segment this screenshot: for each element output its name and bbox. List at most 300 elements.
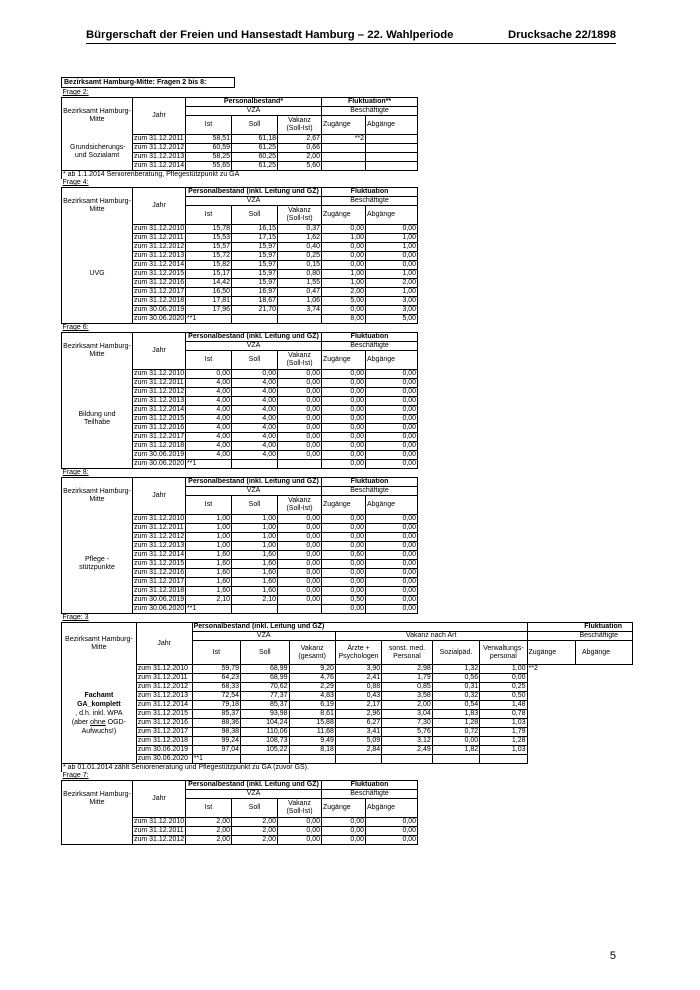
row-value: 68,33 [192,683,240,692]
row-value: 0,00 [366,560,418,569]
row-value [575,755,632,764]
row-value: 0,50 [322,596,366,605]
row-value: 3,58 [382,692,433,701]
row-value: 2,00 [232,818,278,827]
row-value [527,710,575,719]
row-value: 7,30 [382,719,433,728]
col-sozialpaed: Sozialpäd. [432,641,479,665]
col-zugaenge: Zugänge [322,351,366,370]
row-date: zum 31.12.2011 [134,135,184,142]
row-value: 0,00 [366,451,418,460]
row-value: 2,00 [278,153,322,162]
col-zugaenge: Zugänge [322,116,366,135]
header-personalbestand: Personalbestand* [186,98,322,107]
row-value: 0,00 [366,569,418,578]
row-date: zum 30.06.2020 [134,605,185,612]
col-bezirk: Bezirksamt Hamburg-Mitte [62,478,133,515]
row-value [527,746,575,755]
row-date: zum 30.06.2020 [134,460,185,467]
unit-name: UVG [62,225,133,324]
row-date: zum 30.06.2020 [136,755,192,764]
header-personalbestand: Personalbestand (inkl. Leitung und GZ) [192,623,527,632]
header-fluktuation: Fluktuation [322,333,418,342]
row-date: zum 31.12.2010 [134,818,185,825]
row-value: 2,17 [335,701,381,710]
table-footnote: * ab 1.1.2014 Seniorenberatung, Pflegestützpunkt zu GA [62,171,418,180]
row-value: 60,25 [232,153,278,162]
row-date: zum 31.12.2014 [136,701,192,710]
unit-ohne: ohne [90,719,106,727]
table-row [62,710,633,719]
row-date: zum 31.12.2011 [134,524,184,531]
col-jahr: Jahr [133,781,186,818]
row-value: 2,00 [366,279,418,288]
col-zugaenge: Zugänge [322,799,366,818]
row-value: 4,00 [232,442,278,451]
row-date: zum 31.12.2011 [136,674,192,683]
row-value [575,683,632,692]
row-date: zum 30.06.2019 [134,451,185,458]
row-value: 0,00 [278,424,322,433]
row-value: 8,00 [322,315,366,324]
row-value: 1,79 [480,728,527,737]
row-value: 3,00 [366,306,418,315]
row-value [278,460,322,469]
row-value: 1,60 [232,569,278,578]
row-value: 0,00 [322,533,366,542]
row-value: 0,00 [278,515,322,524]
row-date: zum 31.12.2014 [134,551,185,558]
row-date: zum 30.06.2020 [134,315,185,322]
row-date: zum 31.12.2013 [134,542,185,549]
unit-wpa: , d.h. inkl. WPA [75,710,123,718]
row-value: 1,00 [366,243,418,252]
col-abgaenge: Abgänge [366,496,418,515]
row-value: 2,00 [186,827,232,836]
row-value [527,692,575,701]
question-label: Frage 6: [62,324,418,333]
header-personalbestand: Personalbestand (inkl. Leitung und GZ) [186,333,322,342]
header-fluktuation: Fluktuation** [322,98,418,107]
row-value: 0,85 [382,683,433,692]
row-value [366,135,418,144]
row-value: 4,00 [186,379,232,388]
row-date: zum 31.12.2015 [134,415,185,422]
unit-name: Grundsicherungs- und Sozialamt [62,135,133,171]
row-date: zum 31.12.2012 [134,144,185,151]
row-value: 4,00 [232,397,278,406]
col-aerzte: Ärzte + Psychologen [335,641,381,665]
unit-name: Pflege -stützpunkte [62,515,133,614]
row-value: 0,88 [335,683,381,692]
row-value: 2,98 [382,665,433,674]
col-abgaenge: Abgänge [366,799,418,818]
row-date: zum 31.12.2018 [134,297,185,304]
row-value: 1,00 [322,234,366,243]
row-value: 70,62 [241,683,289,692]
row-value [366,153,418,162]
row-value: 58,25 [186,153,232,162]
row-value: 0,00 [322,243,366,252]
row-value: 16,15 [232,225,278,234]
row-date: zum 31.12.2012 [134,836,185,843]
row-value: 18,67 [232,297,278,306]
row-value: 0,00 [278,827,322,836]
row-date: zum 31.12.2010 [134,225,185,232]
table-row [62,225,418,234]
row-value: 4,00 [232,424,278,433]
row-value: 0,00 [278,370,322,379]
header-beschaeftigte: Beschäftigte [322,197,418,206]
header-beschaeftigte: Beschäftigte [322,487,418,496]
row-value [366,144,418,153]
row-value: 0,60 [322,551,366,560]
row-value: 61,18 [232,135,278,144]
row-value [232,605,278,614]
row-value: 1,00 [232,542,278,551]
row-value: 1,00 [232,533,278,542]
row-value: 0,72 [432,728,479,737]
row-value: 1,00 [366,288,418,297]
row-value: 2,96 [335,710,381,719]
table-row [62,746,633,755]
row-value: 0,00 [366,406,418,415]
row-value: 0,00 [278,596,322,605]
row-date: zum 31.12.2013 [136,692,192,701]
table-row [62,755,633,764]
row-date: zum 31.12.2012 [136,683,192,692]
row-value: 0,43 [335,692,381,701]
row-value: 0,00 [322,515,366,524]
row-value: **2 [528,665,538,673]
col-bezirk: Bezirksamt Hamburg-Mitte [62,781,133,818]
row-value: 0,25 [278,252,322,261]
row-value: 3,74 [278,306,322,315]
row-value: 17,15 [232,234,278,243]
row-date: zum 31.12.2015 [134,560,185,567]
row-value: 6,27 [335,719,381,728]
row-value: 0,00 [322,397,366,406]
row-value: 0,00 [366,370,418,379]
row-date: zum 31.12.2010 [134,515,185,522]
row-value: 9,49 [289,737,335,746]
table-row [62,737,633,746]
row-value [278,315,322,324]
col-zugaenge: Zugänge [322,206,366,225]
row-value: 0,00 [278,406,322,415]
row-date: zum 30.06.2019 [136,746,192,755]
col-jahr: Jahr [133,98,186,135]
row-value: 0,00 [278,836,322,845]
row-value: **1 [186,605,232,614]
row-value: 3,90 [335,665,381,674]
document-body [61,77,633,845]
row-value: 0,00 [432,737,479,746]
row-value [575,710,632,719]
col-zugaenge: Zugänge [527,641,575,665]
row-value: 3,04 [382,710,433,719]
row-value: 2,29 [289,683,335,692]
row-value [232,460,278,469]
header-vza: VZÄ [186,487,322,496]
row-date: zum 31.12.2012 [134,243,185,250]
row-value: 68,99 [241,665,289,674]
row-value: 1,60 [186,587,232,596]
row-value: 0,00 [366,596,418,605]
row-value: 1,32 [432,665,479,674]
row-value: 21,70 [232,306,278,315]
row-value: 0,00 [278,578,322,587]
row-value: 105,22 [241,746,289,755]
row-value: **2 [322,135,366,144]
row-date: zum 31.12.2016 [134,569,185,576]
row-value: 17,96 [186,306,232,315]
row-value: 0,00 [322,388,366,397]
row-date: zum 31.12.2017 [136,728,192,737]
row-value: 1,00 [186,542,232,551]
row-value: 5,60 [278,162,322,171]
row-value: 4,83 [289,692,335,701]
table-q7 [61,772,418,845]
row-date: zum 31.12.2017 [134,578,185,585]
header-vza: VZÄ [186,342,322,351]
row-value: 4,00 [186,424,232,433]
row-value: 0,00 [278,415,322,424]
row-value: 0,00 [232,370,278,379]
row-value: 0,00 [322,524,366,533]
row-value [322,144,366,153]
question-label: Frage: 3 [62,614,633,623]
col-vakanz: Vakanz (Soll-Ist) [278,206,322,225]
header-fluktuation: Fluktuation [527,623,632,632]
row-value: 1,60 [186,551,232,560]
row-value: 0,00 [366,551,418,560]
row-value: 1,83 [432,710,479,719]
row-value [241,755,289,764]
row-value: 2,00 [186,836,232,845]
row-value: 0,00 [366,424,418,433]
question-label: Frage 4: [62,179,418,188]
col-soll: Soll [232,351,278,370]
row-value: 1,62 [278,234,322,243]
row-value: 0,54 [432,701,479,710]
row-value: 15,78 [186,225,232,234]
unit-aber: (aber [71,719,91,727]
row-value [575,746,632,755]
row-value: 2,49 [382,746,433,755]
row-value: 0,56 [432,674,479,683]
row-value: 1,60 [186,560,232,569]
row-value [575,719,632,728]
row-value: 0,00 [278,433,322,442]
header-fluktuation: Fluktuation [322,478,418,487]
row-value: 0,00 [322,370,366,379]
row-value: 0,15 [278,261,322,270]
row-date: zum 31.12.2013 [134,252,185,259]
row-value: 72,54 [192,692,240,701]
row-value: 0,00 [366,442,418,451]
row-value: 4,00 [232,451,278,460]
row-value: 1,48 [480,701,527,710]
row-value [527,701,575,710]
row-value: 0,00 [322,424,366,433]
row-date: zum 30.06.2019 [134,306,185,313]
table-row [62,701,633,710]
row-value: 0,00 [278,524,322,533]
row-date: zum 31.12.2010 [136,665,192,674]
header-beschaeftigte: Beschäftigte [322,342,418,351]
row-value: 0,00 [322,578,366,587]
row-value: 16,50 [186,288,232,297]
row-value: 1,60 [232,578,278,587]
row-value [575,737,632,746]
header-vza: VZÄ [192,632,335,641]
col-verwaltung: Verwaltungs- personal [480,641,527,665]
col-soll: Soll [232,206,278,225]
row-value: 1,60 [186,569,232,578]
row-value: 15,97 [232,279,278,288]
row-value [527,737,575,746]
table-q2 [61,89,418,179]
row-value: 88,36 [192,719,240,728]
row-value: 5,00 [322,297,366,306]
row-value [527,728,575,737]
header-vza: VZÄ [186,790,322,799]
row-value: 77,37 [241,692,289,701]
row-value: 0,50 [480,692,527,701]
row-value: 64,23 [192,674,240,683]
row-value: 0,00 [366,252,418,261]
row-value: 0,00 [366,605,418,614]
row-value [527,719,575,728]
row-value: 0,00 [366,818,418,827]
row-value: 1,00 [232,515,278,524]
col-bezirk: Bezirksamt Hamburg-Mitte [62,188,133,225]
row-value: 0,00 [278,388,322,397]
row-value: 4,00 [186,433,232,442]
table-row [62,135,418,144]
row-value: 0,00 [366,397,418,406]
row-value: 0,00 [322,261,366,270]
row-date: zum 31.12.2013 [134,153,185,160]
row-value: 4,00 [186,388,232,397]
row-value: 60,59 [186,144,232,153]
row-value: **1 [186,460,232,469]
row-value: 8,61 [289,710,335,719]
header-fluktuation: Fluktuation [322,188,418,197]
row-value: 4,00 [186,442,232,451]
row-value: 0,00 [278,379,322,388]
row-date: zum 31.12.2016 [136,719,192,728]
row-date: zum 31.12.2015 [136,710,192,719]
page-number: 5 [609,950,616,962]
row-value: 61,25 [232,144,278,153]
col-vakanz-gesamt: Vakanz (gesamt) [289,641,335,665]
row-value: 0,00 [278,533,322,542]
row-date: zum 31.12.2016 [134,279,185,286]
row-value: 0,00 [322,569,366,578]
row-value: 4,00 [186,451,232,460]
row-value [322,162,366,171]
row-value: 17,81 [186,297,232,306]
row-date: zum 31.12.2016 [134,424,185,431]
row-date: zum 31.12.2014 [134,406,185,413]
row-value: 1,28 [432,719,479,728]
row-date: zum 31.12.2017 [134,433,185,440]
row-value: 0,78 [480,710,527,719]
unit-ogd: OGD-Aufwuchs!) [81,719,126,736]
row-value: 2,00 [232,827,278,836]
row-value [232,315,278,324]
col-bezirk: Bezirksamt Hamburg-Mitte [62,98,133,135]
row-value: 0,00 [322,379,366,388]
row-value: **1 [186,315,232,324]
row-value: 1,00 [322,270,366,279]
row-value [480,755,527,764]
row-value: 1,00 [186,515,232,524]
col-ist: Ist [186,799,232,818]
row-value: 2,00 [232,836,278,845]
row-value: 0,00 [366,836,418,845]
row-value: 55,65 [186,162,232,171]
col-abgaenge: Abgänge [366,351,418,370]
row-value: 15,88 [289,719,335,728]
row-value: 0,00 [322,252,366,261]
unit-fachamt: Fachamt [84,692,114,700]
row-value: 1,06 [278,297,322,306]
row-value [527,755,575,764]
table-row [62,719,633,728]
row-value: 1,00 [480,665,527,674]
row-value: 0,00 [322,827,366,836]
row-value: 1,55 [278,279,322,288]
row-value [575,674,632,683]
row-value: 0,00 [278,551,322,560]
header-beschaeftigte: Beschäftigte [322,790,418,799]
col-jahr: Jahr [133,333,186,370]
row-value: 1,60 [232,551,278,560]
table-q6 [61,324,418,469]
unit-name [62,665,137,764]
row-value [382,755,433,764]
row-date: zum 31.12.2011 [134,379,184,386]
row-value: 0,37 [278,225,322,234]
row-value: 0,00 [278,569,322,578]
row-value: 3,00 [366,297,418,306]
col-soll: Soll [241,641,289,665]
row-value: 15,97 [232,270,278,279]
header-beschaeftigte: Beschäftigte [322,107,418,116]
row-value: 104,24 [241,719,289,728]
col-ist: Ist [186,206,232,225]
row-value: 0,00 [322,542,366,551]
row-value: 1,03 [480,746,527,755]
question-label: Frage 2: [62,89,418,98]
row-value: 2,10 [232,596,278,605]
row-value: 1,00 [366,234,418,243]
header-vakanz-nach-art: Vakanz nach Art [335,632,527,641]
row-value: 0,00 [366,578,418,587]
table-row [62,515,418,524]
row-value: 8,18 [289,746,335,755]
row-value: 1,79 [382,674,433,683]
question-label: Frage 7: [62,772,418,781]
row-value: 0,00 [366,460,418,469]
row-date: zum 31.12.2014 [134,162,185,169]
row-value: 0,47 [278,288,322,297]
row-value: 0,80 [278,270,322,279]
col-ist: Ist [186,496,232,515]
